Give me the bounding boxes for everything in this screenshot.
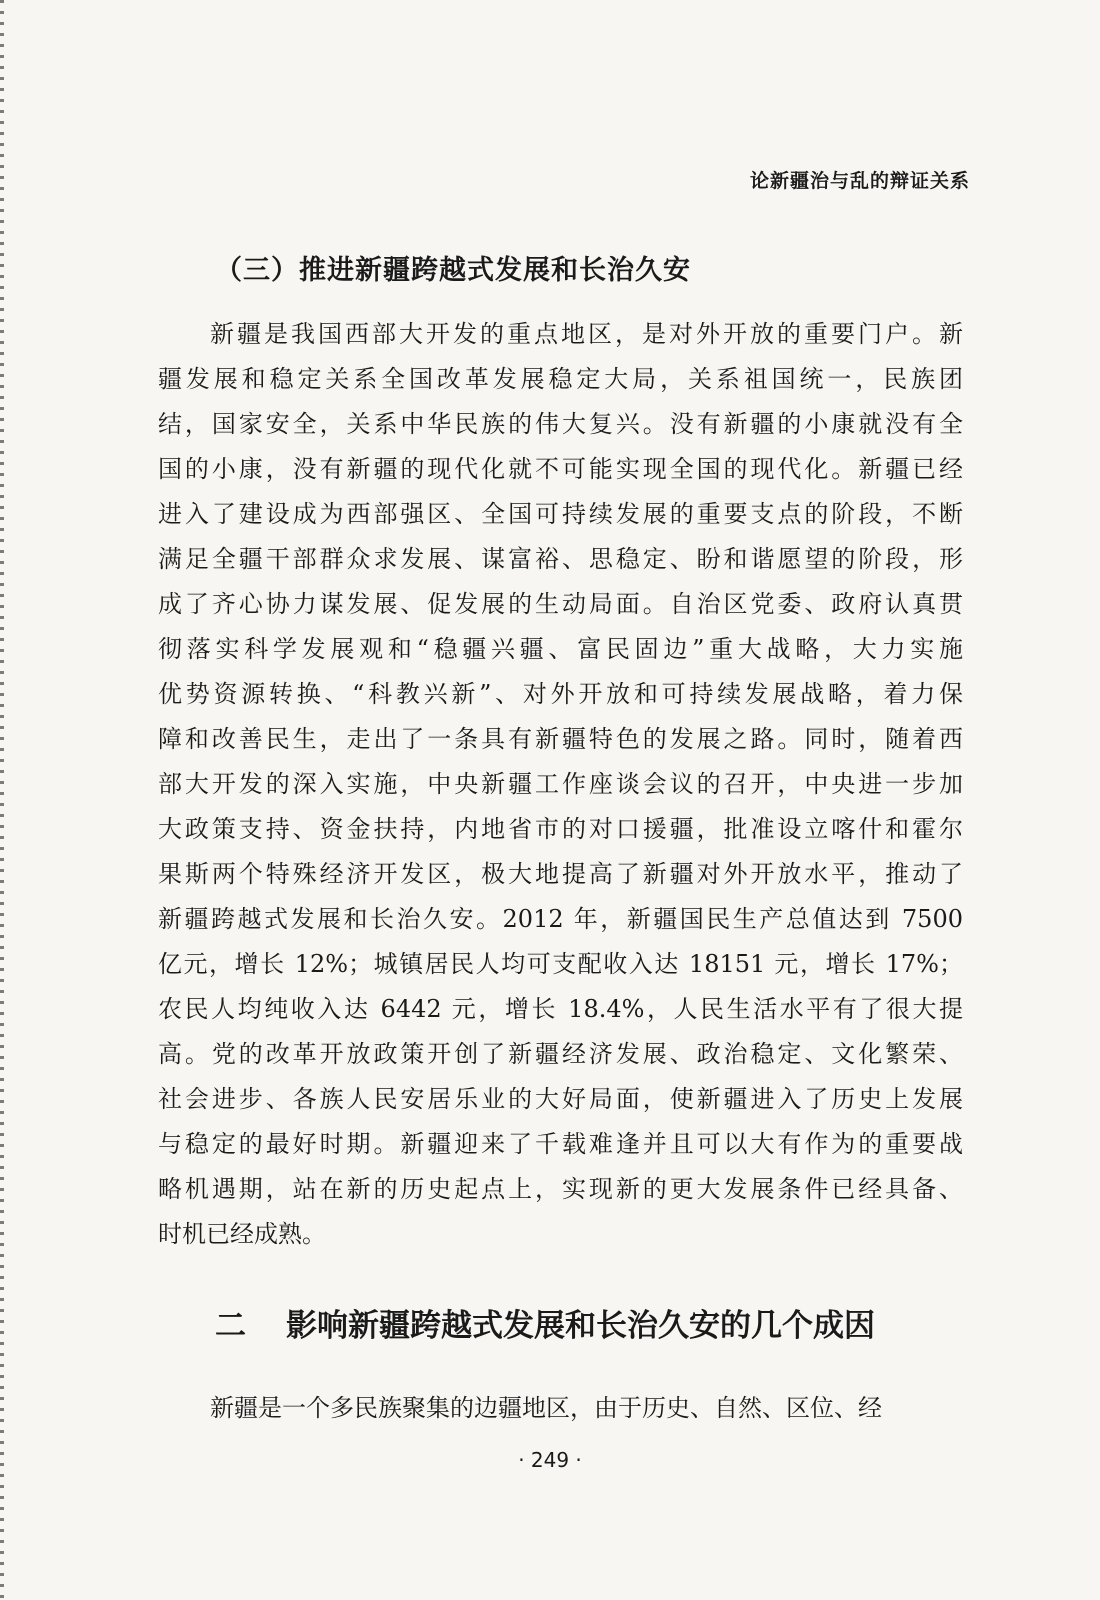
text-line: 亿元，增长 12%；城镇居民人均可支配收入达 18151 元，增长 17%；: [158, 950, 963, 978]
text-line: 优势资源转换、“科教兴新”、对外开放和可持续发展战略，着力保: [158, 680, 963, 708]
text-line: 进入了建设成为西部强区、全国可持续发展的重要支点的阶段，不断: [158, 500, 963, 528]
text-line: 满足全疆干部群众求发展、谋富裕、思稳定、盼和谐愿望的阶段，形: [158, 545, 963, 573]
text-line: 大政策支持、资金扶持，内地省市的对口援疆，批准设立喀什和霍尔: [158, 815, 963, 843]
section-heading: [215, 1300, 875, 1345]
text-line: 疆发展和稳定关系全国改革发展稳定大局，关系祖国统一，民族团: [158, 365, 963, 393]
section-paragraph: [158, 1386, 963, 1431]
section-title: 影响新疆跨越式发展和长治久安的几个成因: [286, 1308, 875, 1344]
text-line: 高。党的改革开放政策开创了新疆经济发展、政治稳定、文化繁荣、: [158, 1040, 963, 1068]
text-line: 社会进步、各族人民安居乐业的大好局面，使新疆进入了历史上发展: [158, 1085, 963, 1113]
text-line: 新疆是一个多民族聚集的边疆地区，由于历史、自然、区位、经: [210, 1394, 882, 1422]
text-line: 新疆跨越式发展和长治久安。2012 年，新疆国民生产总值达到 7500: [158, 905, 963, 933]
text-line: 新疆是我国西部大开发的重点地区，是对外开放的重要门户。新: [210, 320, 963, 348]
text-line: 略机遇期，站在新的历史起点上，实现新的更大发展条件已经具备、: [158, 1175, 963, 1203]
text-line: 障和改善民生，走出了一条具有新疆特色的发展之路。同时，随着西: [158, 725, 963, 753]
text-line: 农民人均纯收入达 6442 元，增长 18.4%，人民生活水平有了很大提: [158, 995, 963, 1023]
section-number: 二: [215, 1308, 246, 1344]
text-line: 结，国家安全，关系中华民族的伟大复兴。没有新疆的小康就没有全: [158, 410, 963, 438]
text-line: 彻落实科学发展观和“稳疆兴疆、富民固边”重大战略，大力实施: [158, 635, 963, 663]
subsection-heading: （三）推进新疆跨越式发展和长治久安: [215, 255, 691, 286]
scan-binding-edge: [0, 0, 4, 1600]
text-line: 国的小康，没有新疆的现代化就不可能实现全国的现代化。新疆已经: [158, 455, 963, 483]
text-line: 时机已经成熟。: [158, 1220, 326, 1248]
text-line: 部大开发的深入实施，中央新疆工作座谈会议的召开，中央进一步加: [158, 770, 963, 798]
text-line: 果斯两个特殊经济开发区，极大地提高了新疆对外开放水平，推动了: [158, 860, 963, 888]
running-header: 论新疆治与乱的辩证关系: [749, 170, 970, 192]
page-number: · 249 ·: [518, 1448, 582, 1472]
text-line: 成了齐心协力谋发展、促发展的生动局面。自治区党委、政府认真贯: [158, 590, 963, 618]
text-line: 与稳定的最好时期。新疆迎来了千载难逢并且可以大有作为的重要战: [158, 1130, 963, 1158]
body-paragraph: [158, 312, 963, 1257]
